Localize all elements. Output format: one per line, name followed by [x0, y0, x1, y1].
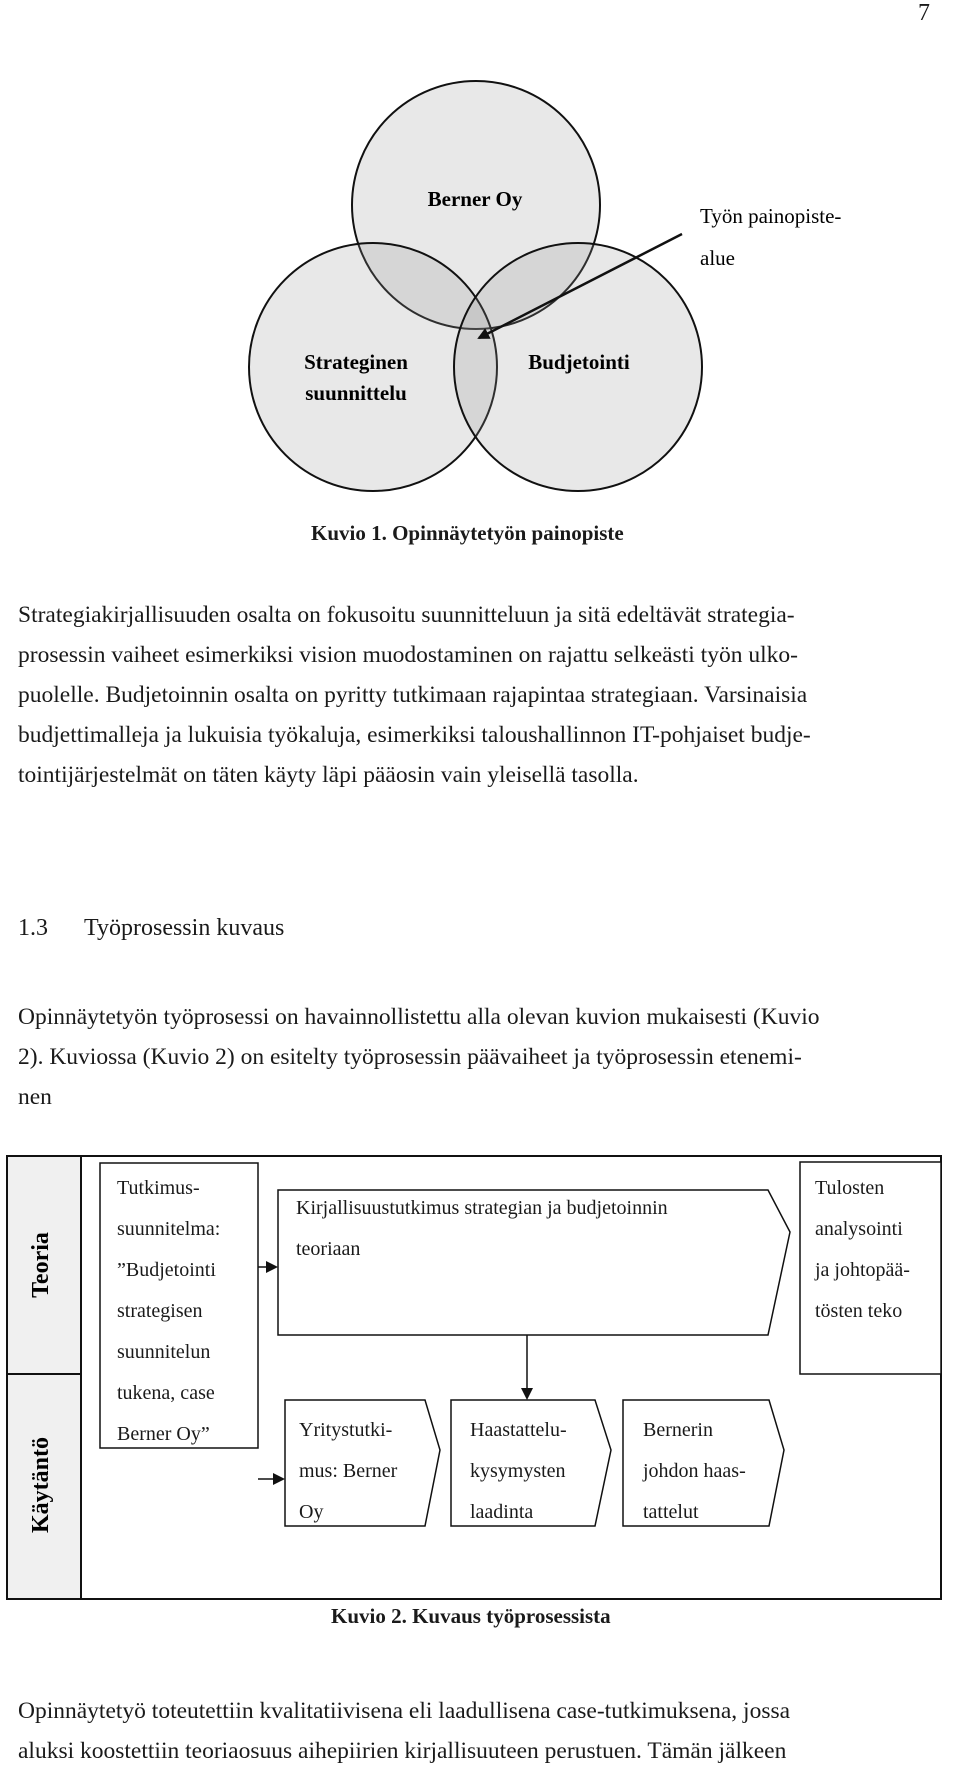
text-line: ”Budjetointi: [117, 1259, 216, 1281]
text-line: tointijärjestelmät on täten käyty läpi pääosin vain yleisellä tasolla.: [18, 762, 639, 788]
text-line: mus: Berner: [299, 1460, 398, 1482]
page-number: 7: [918, 0, 930, 26]
text-line: budjettimalleja ja lukuisia työkaluja, esimerkiksi taloushallinnon IT-pohjaiset budje-: [18, 722, 811, 748]
section-title: Työprosessin kuvaus: [84, 915, 285, 941]
text-line: kysymysten: [470, 1460, 566, 1482]
text-line: teoriaan: [296, 1238, 361, 1260]
text-line: suunnitelun: [117, 1341, 211, 1363]
section-heading: [18, 915, 284, 942]
research-plan-text: [117, 1168, 220, 1455]
results-text: [815, 1168, 910, 1332]
text-line: strategisen: [117, 1300, 203, 1322]
text-line: aluksi koostettiin teoriaosuus aihepiirien kirjallisuuteen perustuen. Tämän jälkeen: [18, 1738, 787, 1764]
theory-label: Teoria: [28, 1232, 54, 1298]
text-line: Oy: [299, 1501, 324, 1523]
text-line: Tulosten: [815, 1177, 885, 1199]
text-line: analysointi: [815, 1218, 903, 1240]
text-line: Opinnäytetyö toteutettiin kvalitatiivisena eli laadullisena case-tutkimuksena, jossa: [18, 1698, 791, 1724]
text-line: puolelle. Budjetoinnin osalta on pyritty tutkimaan rajapintaa strategiaan. Varsinaisia: [18, 682, 808, 708]
text-line: Strategiakirjallisuuden osalta on fokusoitu suunnitteluun ja sitä edeltävät strategia-: [18, 602, 795, 628]
annotation-line-2: alue: [700, 246, 735, 270]
section-number: 1.3: [18, 915, 48, 941]
text-line: ja johtopää-: [815, 1259, 910, 1281]
text-line: Bernerin: [643, 1419, 713, 1441]
text-line: Kirjallisuustutkimus strategian ja budjetoinnin: [296, 1197, 668, 1219]
circle-label-budgeting: Budjetointi: [528, 350, 630, 374]
text-line: Berner Oy”: [117, 1423, 210, 1445]
text-line: Haastattelu-: [470, 1419, 567, 1441]
text-line: prosessin vaiheet esimerkiksi vision muodostaminen on rajattu selkeästi työn ulko-: [18, 642, 798, 668]
circle-label-strategic-2: suunnittelu: [305, 381, 407, 405]
text-line: laadinta: [470, 1501, 534, 1523]
paragraph-2: [18, 997, 938, 1117]
text-line: tukena, case: [117, 1382, 215, 1404]
interview-questions-text: [470, 1410, 567, 1533]
literature-text: [296, 1188, 668, 1270]
text-line: tösten teko: [815, 1300, 903, 1322]
venn-diagram: [0, 0, 960, 540]
figure2-caption: Kuvio 2. Kuvaus työprosessista: [331, 1604, 611, 1628]
text-line: 2). Kuviossa (Kuvio 2) on esitelty työprosessin päävaiheet ja työprosessin etenemi-: [18, 1044, 802, 1070]
text-line: suunnitelma:: [117, 1218, 221, 1240]
annotation-line-1: Työn painopiste-: [700, 204, 842, 228]
paragraph-1: [18, 595, 938, 795]
practice-label: Käytäntö: [28, 1437, 54, 1533]
company-research-text: [299, 1410, 397, 1533]
text-line: johdon haas-: [643, 1460, 746, 1482]
text-line: nen: [18, 1084, 52, 1110]
text-line: Opinnäytetyön työprosessi on havainnollistettu alla olevan kuvion mukaisesti (Kuvio: [18, 1004, 820, 1030]
circle-label-berner: Berner Oy: [427, 187, 523, 211]
text-line: Yritystutki-: [299, 1419, 393, 1441]
circle-label-strategic-1: Strateginen: [304, 350, 408, 374]
management-interviews-text: [643, 1410, 746, 1533]
figure1-caption: Kuvio 1. Opinnäytetyön painopiste: [311, 521, 624, 545]
text-line: Tutkimus-: [117, 1177, 200, 1199]
text-line: tattelut: [643, 1501, 699, 1523]
paragraph-3: [18, 1691, 938, 1771]
